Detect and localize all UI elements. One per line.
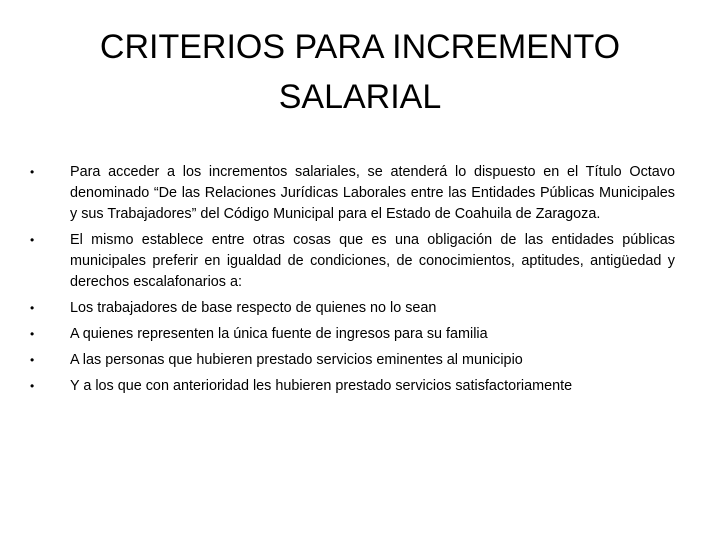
bullet-dot-icon: • [30, 233, 35, 247]
bullet-dot-icon: • [30, 379, 35, 393]
bullet-text: A las personas que hubieren prestado servicios eminentes al municipio [70, 352, 523, 368]
bullet-item [30, 298, 675, 319]
bullet-dot-icon: • [30, 353, 35, 367]
bullet-dot-icon: • [30, 165, 35, 179]
bullet-dot-icon: • [30, 301, 35, 315]
bullet-text: A quienes representen la única fuente de ingresos para su familia [70, 326, 488, 342]
bullet-text: El mismo establece entre otras cosas que es una obligación de las entidades públicas municipales preferir en igualdad de condiciones, de conocimientos, aptitudes, antigüedad y derechos escalafonarios a: [70, 232, 675, 290]
bullet-item [30, 230, 675, 293]
bullet-dot-icon: • [30, 327, 35, 341]
bullet-text: Los trabajadores de base respecto de quienes no lo sean [70, 300, 437, 316]
bullet-item [30, 162, 675, 225]
bullet-item [30, 376, 675, 397]
slide-title-line-1: CRITERIOS PARA INCREMENTO [99, 28, 621, 66]
slide-title-line-2: SALARIAL [278, 78, 442, 116]
bullet-text: Y a los que con anterioridad les hubieren prestado servicios satisfactoriamente [70, 378, 573, 394]
bullet-item [30, 324, 675, 345]
bullet-item [30, 350, 675, 371]
bullet-text: Para acceder a los incrementos salariales, se atenderá lo dispuesto en el Título Octavo denominado “De las Relaciones Jurídicas Laborales entre las Entidades Públicas Municipales y sus Trabajadores” del Código Municipal para el Estado de Coahuila de Zaragoza. [70, 164, 675, 222]
bullet-list [30, 162, 675, 402]
slide-title [60, 22, 660, 122]
